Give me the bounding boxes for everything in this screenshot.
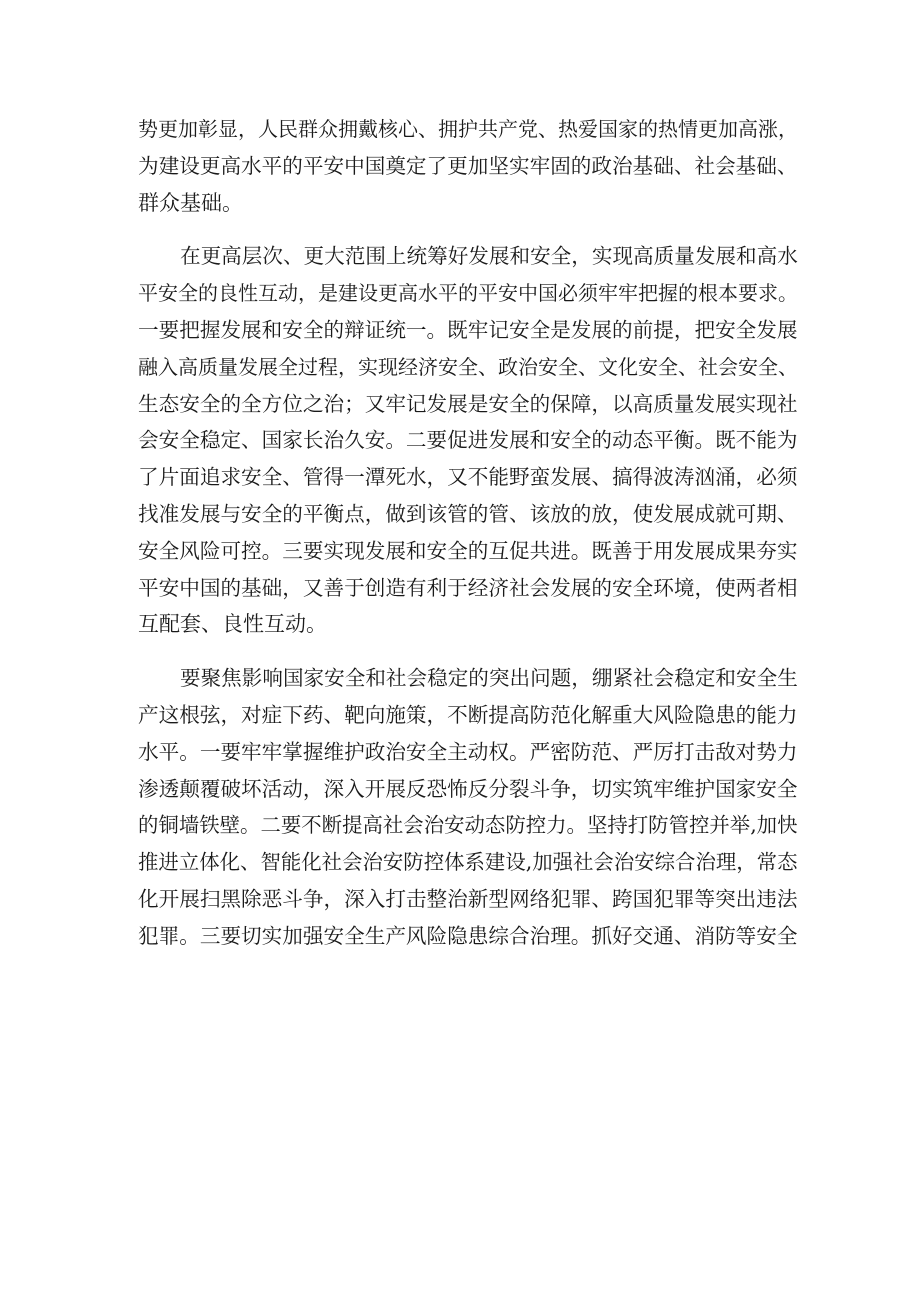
text-line: 平安全的良性互动，是建设更高水平的平安中国必须牢牢把握的根本要求。 (138, 281, 798, 306)
text-line: 安全风险可控。三要实现发展和安全的互促共进。既善于用发展成果夯实 (138, 538, 798, 563)
paragraph (138, 238, 798, 643)
document-body (138, 111, 798, 972)
text-line: 会安全稳定、国家长治久安。二要促进发展和安全的动态平衡。既不能为 (138, 428, 798, 453)
text-line: 势更加彰显，人民群众拥戴核心、拥护共产党、热爱国家的热情更加高涨， (138, 117, 798, 141)
text-line: 平安中国的基础，又善于创造有利于经济社会发展的安全环境，使两者相 (138, 575, 798, 600)
text-line: 犯罪。三要切实加强安全生产风险隐患综合治理。抓好交通、消防等安全 (138, 923, 798, 948)
text-line: 了片面追求安全、管得一潭死水，又不能野蛮发展、搞得波涛汹涌，必须 (138, 465, 798, 490)
text-line: 生态安全的全方位之治；又牢记发展是安全的保障，以高质量发展实现社 (138, 391, 798, 416)
text-line: 融入高质量发展全过程，实现经济安全、政治安全、文化安全、社会安全、 (138, 354, 798, 379)
text-line: 推进立体化、智能化社会治安防控体系建设,加强社会治安综合治理，常态 (138, 850, 798, 875)
paragraph (138, 111, 798, 221)
text-line: 找准发展与安全的平衡点，做到该管的管、该放的放，使发展成就可期、 (138, 501, 798, 526)
text-line: 为建设更高水平的平安中国奠定了更加坚实牢固的政治基础、社会基础、 (138, 153, 798, 178)
text-line: 的铜墙铁壁。二要不断提高社会治安动态防控力。坚持打防管控并举,加快 (138, 813, 798, 838)
text-line: 互配套、良性互动。 (138, 612, 327, 637)
text-line: 一要把握发展和安全的辩证统一。既牢记安全是发展的前提，把安全发展 (138, 317, 798, 342)
text-line: 渗透颠覆破坏活动，深入开展反恐怖反分裂斗争，切实筑牢维护国家安全 (138, 776, 798, 801)
text-line: 要聚焦影响国家安全和社会稳定的突出问题，绷紧社会稳定和安全生 (180, 666, 798, 691)
text-line: 产这根弦，对症下药、靶向施策，不断提高防范化解重大风险隐患的能力 (138, 702, 798, 727)
text-line: 群众基础。 (138, 190, 243, 215)
paragraph (138, 660, 798, 954)
text-line: 化开展扫黑除恶斗争，深入打击整治新型网络犯罪、跨国犯罪等突出违法 (138, 886, 798, 911)
text-line: 水平。一要牢牢掌握维护政治安全主动权。严密防范、严厉打击敌对势力 (138, 739, 798, 764)
text-line: 在更高层次、更大范围上统筹好发展和安全，实现高质量发展和高水 (180, 244, 798, 269)
